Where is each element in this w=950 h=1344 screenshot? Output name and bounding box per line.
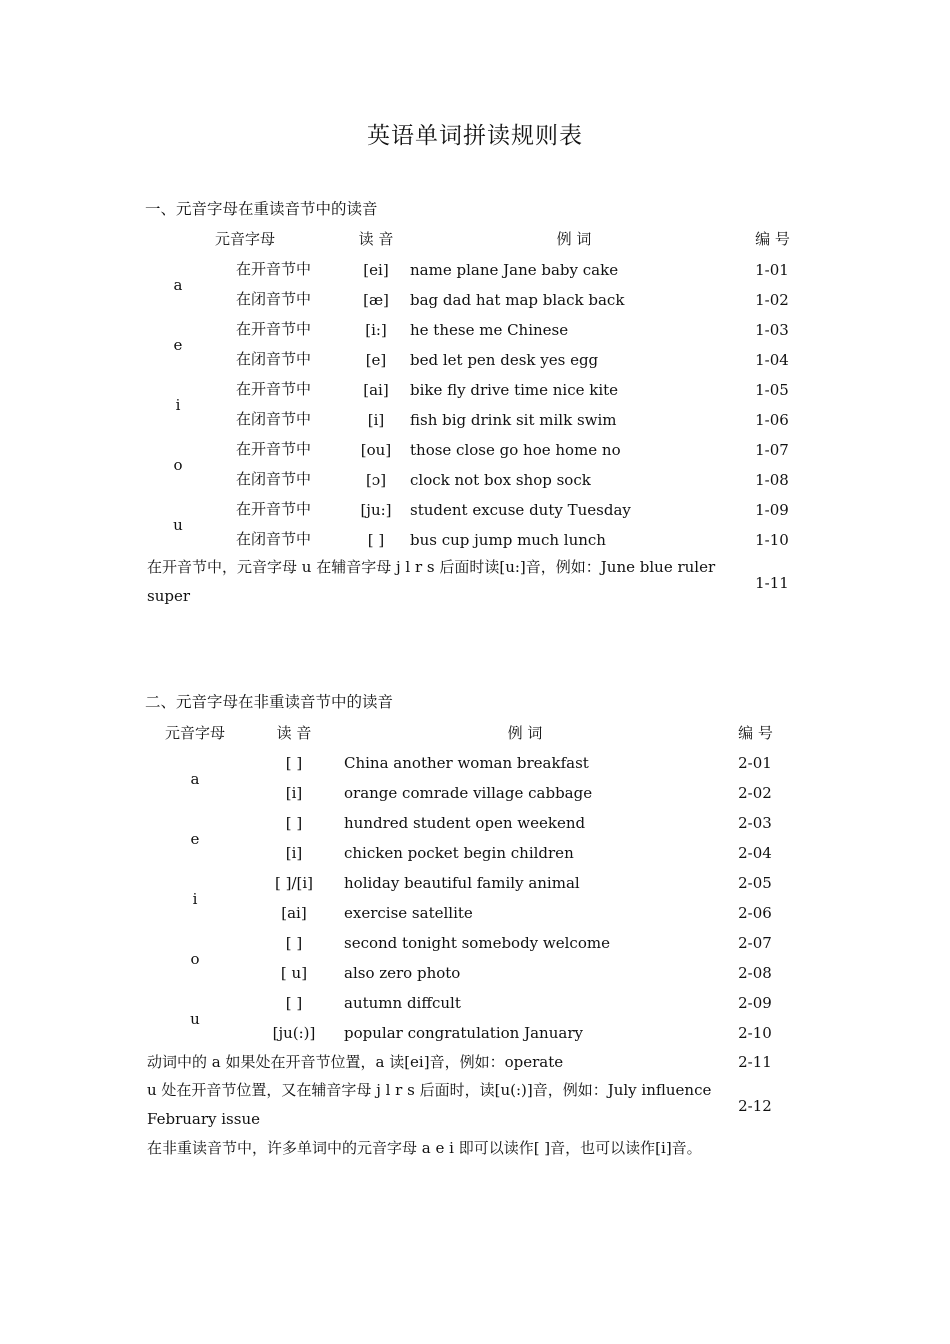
phonetic: [ ]/[i] bbox=[274, 874, 314, 892]
rule-note: u 处在开音节位置，又在辅音字母 j l r s 后面时，读[u(:)]音，例如：July influence February issue bbox=[147, 1081, 712, 1128]
row-code: 1-09 bbox=[755, 501, 789, 519]
row-code: 1-01 bbox=[755, 261, 789, 279]
vowel-letter: u bbox=[190, 1010, 200, 1028]
phonetic: [ ] bbox=[285, 814, 303, 832]
page-title: 英语单词拼读规则表 bbox=[367, 123, 583, 149]
phonetic: [ ] bbox=[285, 934, 303, 952]
phonetic: [ ] bbox=[285, 754, 303, 772]
syllable-type: 在闭音节中 bbox=[236, 290, 312, 308]
vowel-letter: i bbox=[192, 890, 198, 908]
row-code: 2-08 bbox=[738, 964, 772, 982]
example-words: fish big drink sit milk swim bbox=[410, 411, 617, 429]
row-code: 2-10 bbox=[738, 1024, 772, 1042]
phonetic: [ju:] bbox=[360, 501, 392, 519]
phonetic: [i] bbox=[285, 784, 303, 802]
example-words: exercise satellite bbox=[344, 904, 473, 922]
header-code: 编 号 bbox=[738, 724, 773, 742]
row-code: 1-05 bbox=[755, 381, 789, 399]
vowel-letter: i bbox=[175, 396, 181, 414]
phonetic: [i] bbox=[367, 411, 385, 429]
header-code: 编 号 bbox=[755, 230, 790, 248]
section2-heading: 二、元音字母在非重读音节中的读音 bbox=[145, 693, 394, 711]
example-words: he these me Chinese bbox=[410, 321, 569, 339]
row-code: 2-02 bbox=[738, 784, 772, 802]
row-code: 1-07 bbox=[755, 441, 789, 459]
vowel-letter: u bbox=[173, 516, 183, 534]
phonetic: [ai] bbox=[281, 904, 307, 922]
syllable-type: 在开音节中 bbox=[236, 320, 312, 338]
example-words: holiday beautiful family animal bbox=[344, 874, 580, 892]
row-code: 2-03 bbox=[738, 814, 772, 832]
phonetic: [i] bbox=[285, 844, 303, 862]
example-words: name plane Jane baby cake bbox=[410, 261, 619, 279]
phonetic: [ai] bbox=[363, 381, 389, 399]
rule-note: 在开音节中，元音字母 u 在辅音字母 j l r s 后面时读[u:]音，例如：June blue ruler super bbox=[147, 558, 716, 605]
header-letter: 元音字母 bbox=[164, 724, 225, 742]
phonetic: [i:] bbox=[365, 321, 387, 339]
row-code: 1-03 bbox=[755, 321, 789, 339]
syllable-type: 在开音节中 bbox=[236, 260, 312, 278]
syllable-type: 在闭音节中 bbox=[236, 410, 312, 428]
phonetic: [e] bbox=[365, 351, 387, 369]
syllable-type: 在开音节中 bbox=[236, 440, 312, 458]
example-words: autumn diffcult bbox=[344, 994, 461, 1012]
phonetic: [ ] bbox=[285, 994, 303, 1012]
example-words: bed let pen desk yes egg bbox=[410, 351, 599, 369]
example-words: bag dad hat map black back bbox=[410, 291, 625, 309]
syllable-type: 在开音节中 bbox=[236, 500, 312, 518]
example-words: hundred student open weekend bbox=[344, 814, 586, 832]
row-code: 2-09 bbox=[738, 994, 772, 1012]
header-examples: 例 词 bbox=[507, 724, 543, 742]
vowel-letter: o bbox=[173, 456, 183, 474]
example-words: clock not box shop sock bbox=[410, 471, 591, 489]
example-words: second tonight somebody welcome bbox=[344, 934, 610, 952]
vowel-letter: e bbox=[190, 830, 200, 848]
section1-heading: 一、元音字母在重读音节中的读音 bbox=[145, 200, 378, 218]
header-letter: 元音字母 bbox=[214, 230, 275, 248]
row-code: 1-11 bbox=[755, 574, 789, 592]
row-code: 1-06 bbox=[755, 411, 789, 429]
row-code: 1-10 bbox=[755, 531, 789, 549]
example-words: popular congratulation January bbox=[344, 1024, 583, 1042]
example-words: chicken pocket begin children bbox=[344, 844, 574, 862]
example-words: bike fly drive time nice kite bbox=[410, 381, 619, 399]
header-sound: 读 音 bbox=[358, 230, 394, 248]
phonetic: [ju(:)] bbox=[272, 1024, 316, 1042]
phonetic: [æ] bbox=[363, 291, 389, 309]
phonetic: [ɔ] bbox=[365, 471, 387, 489]
phonetic: [ou] bbox=[360, 441, 392, 459]
row-code: 2-06 bbox=[738, 904, 772, 922]
header-sound: 读 音 bbox=[276, 724, 312, 742]
vowel-letter: a bbox=[190, 770, 200, 788]
example-words: bus cup jump much lunch bbox=[410, 531, 606, 549]
example-words: student excuse duty Tuesday bbox=[410, 501, 631, 519]
vowel-letter: e bbox=[173, 336, 183, 354]
row-code: 1-08 bbox=[755, 471, 789, 489]
row-code: 2-01 bbox=[738, 754, 772, 772]
vowel-letter: o bbox=[190, 950, 200, 968]
phonetic: [ ] bbox=[367, 531, 385, 549]
row-code: 2-07 bbox=[738, 934, 772, 952]
row-code: 2-11 bbox=[738, 1053, 772, 1071]
example-words: orange comrade village cabbage bbox=[344, 784, 593, 802]
row-code: 2-12 bbox=[738, 1097, 772, 1115]
phonetic: [ei] bbox=[363, 261, 389, 279]
example-words: those close go hoe home no bbox=[410, 441, 621, 459]
rule-note: 动词中的 a 如果处在开音节位置，a 读[ei]音，例如：operate bbox=[147, 1053, 564, 1071]
row-code: 1-04 bbox=[755, 351, 789, 369]
syllable-type: 在开音节中 bbox=[236, 380, 312, 398]
example-words: China another woman breakfast bbox=[344, 754, 589, 772]
row-code: 2-04 bbox=[738, 844, 772, 862]
syllable-type: 在闭音节中 bbox=[236, 530, 312, 548]
vowel-letter: a bbox=[173, 276, 183, 294]
row-code: 2-05 bbox=[738, 874, 772, 892]
example-words: also zero photo bbox=[344, 964, 461, 982]
header-examples: 例 词 bbox=[556, 230, 592, 248]
syllable-type: 在闭音节中 bbox=[236, 470, 312, 488]
footer-note: 在非重读音节中，许多单词中的元音字母 a e i 即可以读作[ ]音，也可以读作[i]音。 bbox=[147, 1139, 702, 1157]
syllable-type: 在闭音节中 bbox=[236, 350, 312, 368]
phonetic: [ u] bbox=[280, 964, 308, 982]
row-code: 1-02 bbox=[755, 291, 789, 309]
